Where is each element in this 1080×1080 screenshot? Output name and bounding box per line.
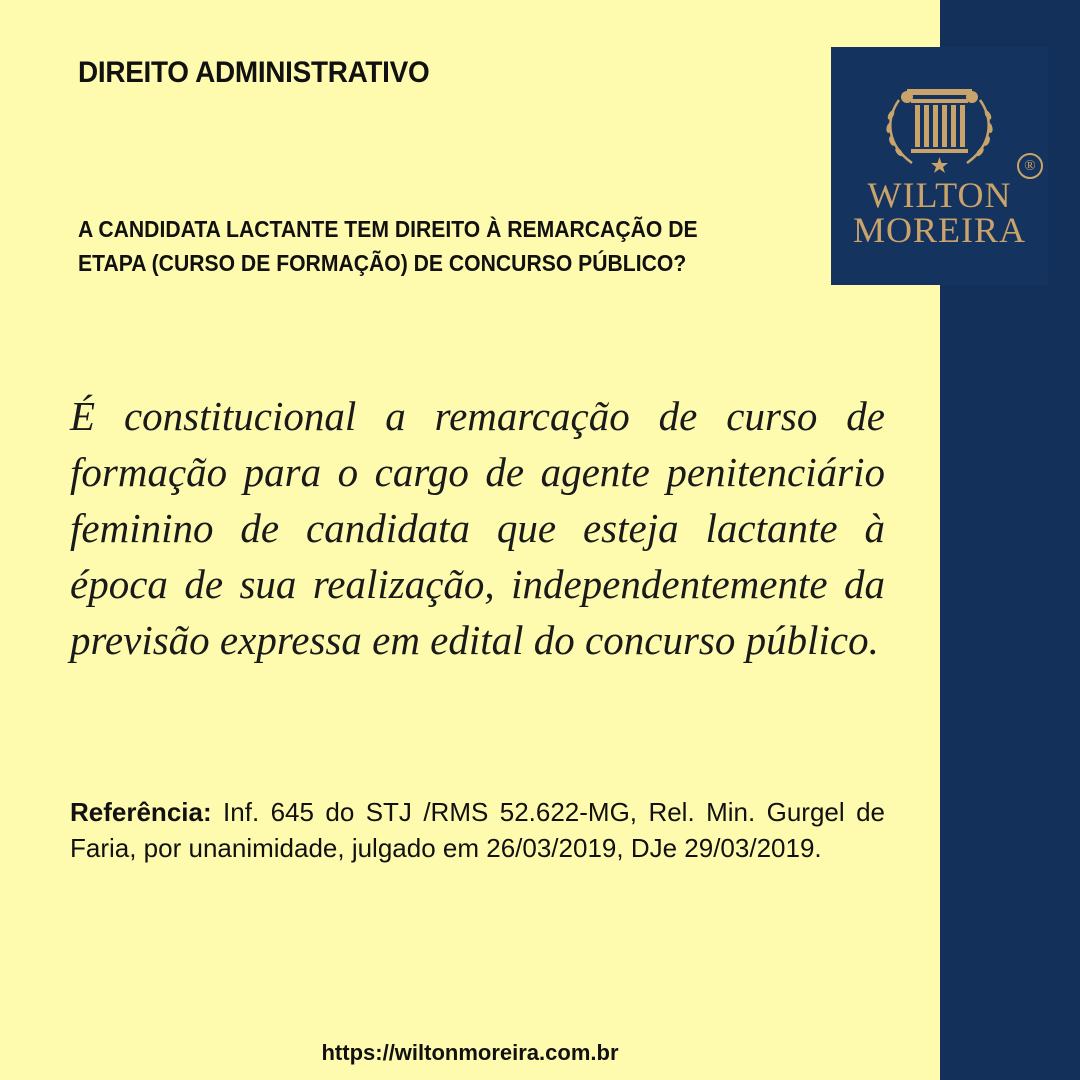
logo-line2: MOREIRA <box>852 210 1026 250</box>
registered-mark: ® <box>1017 153 1043 179</box>
reference-block <box>70 794 885 866</box>
site-url[interactable]: https://wiltonmoreira.com.br <box>321 1040 619 1065</box>
question-heading: A CANDIDATA LACTANTE TEM DIREITO À REMARCAÇÃO DE ETAPA (CURSO DE FORMAÇÃO) DE CONCURSO PÚBLICO? <box>78 216 698 276</box>
thesis-text: É constitucional a remarcação de curso de formação para o cargo de agente penitenciário feminino de candidata que esteja lactante à época de sua realização, independentemente da previsão expressa em edital do concurso público. <box>70 393 885 663</box>
column-laurel-icon <box>877 75 1002 175</box>
logo-line1: WILTON <box>867 175 1012 215</box>
reference-label: Referência: <box>70 797 212 827</box>
reference-text: Inf. 645 do STJ /RMS 52.622-MG, Rel. Min. Gurgel de Faria, por unanimidade, julgado em 26/03/2019, DJe 29/03/2019. <box>70 797 885 863</box>
category-title: DIREITO ADMINISTRATIVO <box>78 56 430 89</box>
brand-logo <box>831 47 1048 285</box>
